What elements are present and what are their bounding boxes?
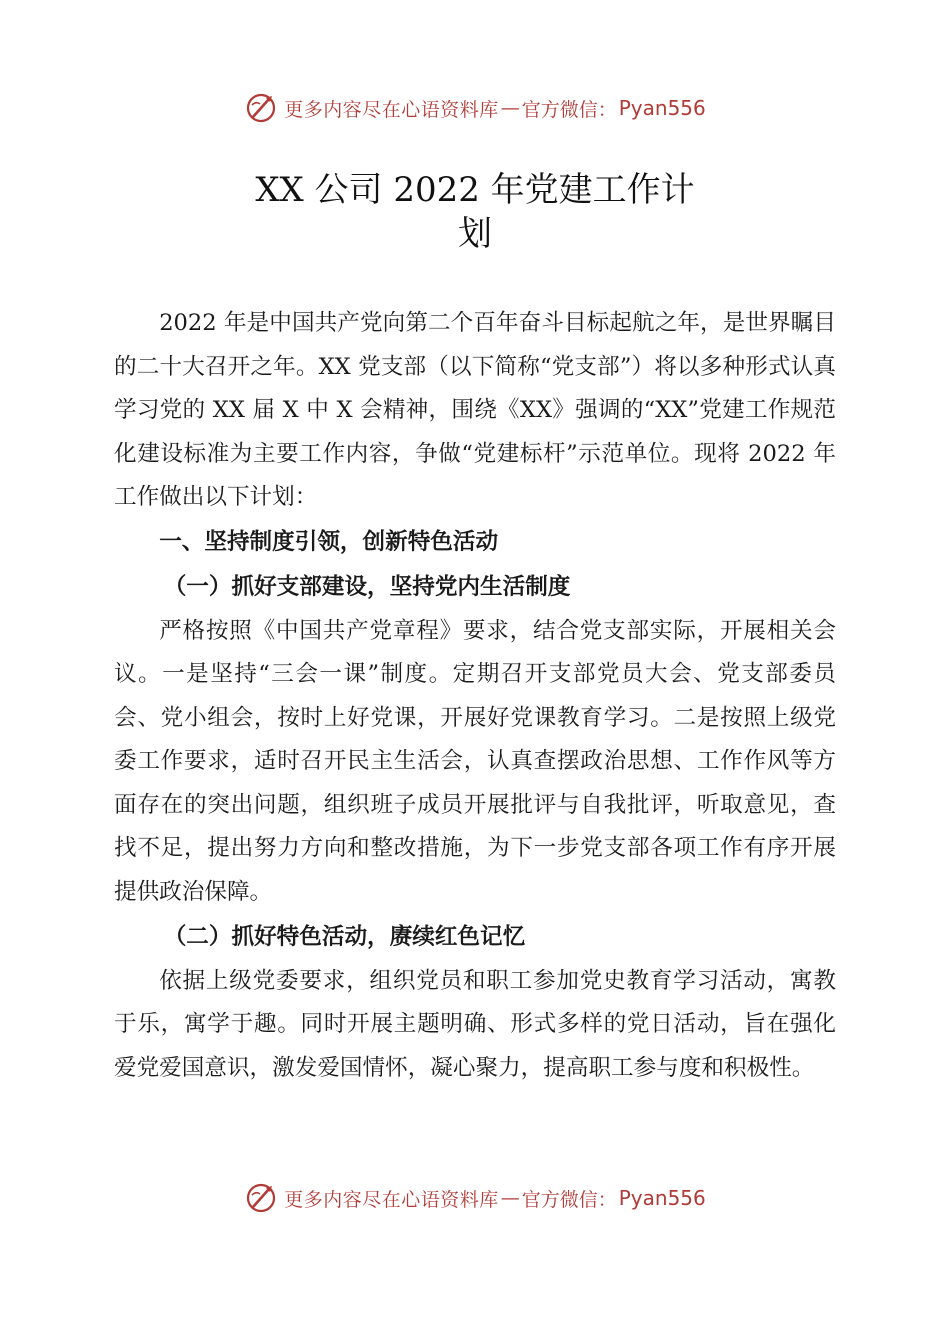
banner-dash: — xyxy=(500,97,520,119)
banner-wechat-id: Pyan556 xyxy=(618,96,706,120)
document-title xyxy=(0,168,950,256)
subsection-2-heading: （二）抓好特色活动，赓续红色记忆 xyxy=(163,924,526,950)
banner-brand-text: 更多内容尽在心语资料库 xyxy=(284,98,499,121)
header-banner xyxy=(0,88,950,128)
pen-logo-icon xyxy=(244,1181,278,1215)
footer-banner xyxy=(0,1178,950,1218)
title-line-1: XX 公司 2022 年党建工作计 xyxy=(255,170,695,210)
title-line-2: 划 xyxy=(458,214,492,254)
banner-wechat-id: Pyan556 xyxy=(618,1186,706,1210)
subsection-2-paragraph: 依据上级党委要求，组织党员和职工参加党史教育学习活动，寓教于乐，寓学于趣。同时开展主题明确、形式多样的党日活动，旨在强化爱党爱国意识，激发爱国情怀，凝心聚力，提高职工参与度和积极性。 xyxy=(114,967,836,1081)
banner-dash: — xyxy=(500,1187,520,1209)
subsection-1-paragraph: 严格按照《中国共产党章程》要求，结合党支部实际，开展相关会议。一是坚持“三会一课”制度。定期召开支部党员大会、党支部委员会、党小组会，按时上好党课，开展好党课教育学习。二是按照上级党委工作要求，适时召开民主生活会，认真查摆政治思想、工作作风等方面存在的突出问题，组织班子成员开展批评与自我批评，听取意见，查找不足，提出努力方向和整改措施，为下一步党支部各项工作有序开展提供政治保障。 xyxy=(114,617,836,905)
section-1-heading: 一、坚持制度引领，创新特色活动 xyxy=(159,528,499,555)
pen-logo-icon xyxy=(244,91,278,125)
intro-paragraph: 2022 年是中国共产党向第二个百年奋斗目标起航之年，是世界瞩目的二十大召开之年。XX 党支部（以下简称“党支部”）将以多种形式认真学习党的 XX 届 X 中 X 会精神，围绕《XX》强调的“XX”党建工作规范化建设标准为主要工作内容，争做“党建标杆”示范单位。现将 2022 年工作做出以下计划： xyxy=(114,310,836,510)
banner-wechat-label: 官方微信： xyxy=(521,98,617,121)
banner-wechat-label: 官方微信： xyxy=(521,1188,617,1211)
document-body xyxy=(114,302,836,1090)
banner-brand-text: 更多内容尽在心语资料库 xyxy=(284,1188,499,1211)
subsection-1-heading: （一）抓好支部建设，坚持党内生活制度 xyxy=(163,574,571,600)
